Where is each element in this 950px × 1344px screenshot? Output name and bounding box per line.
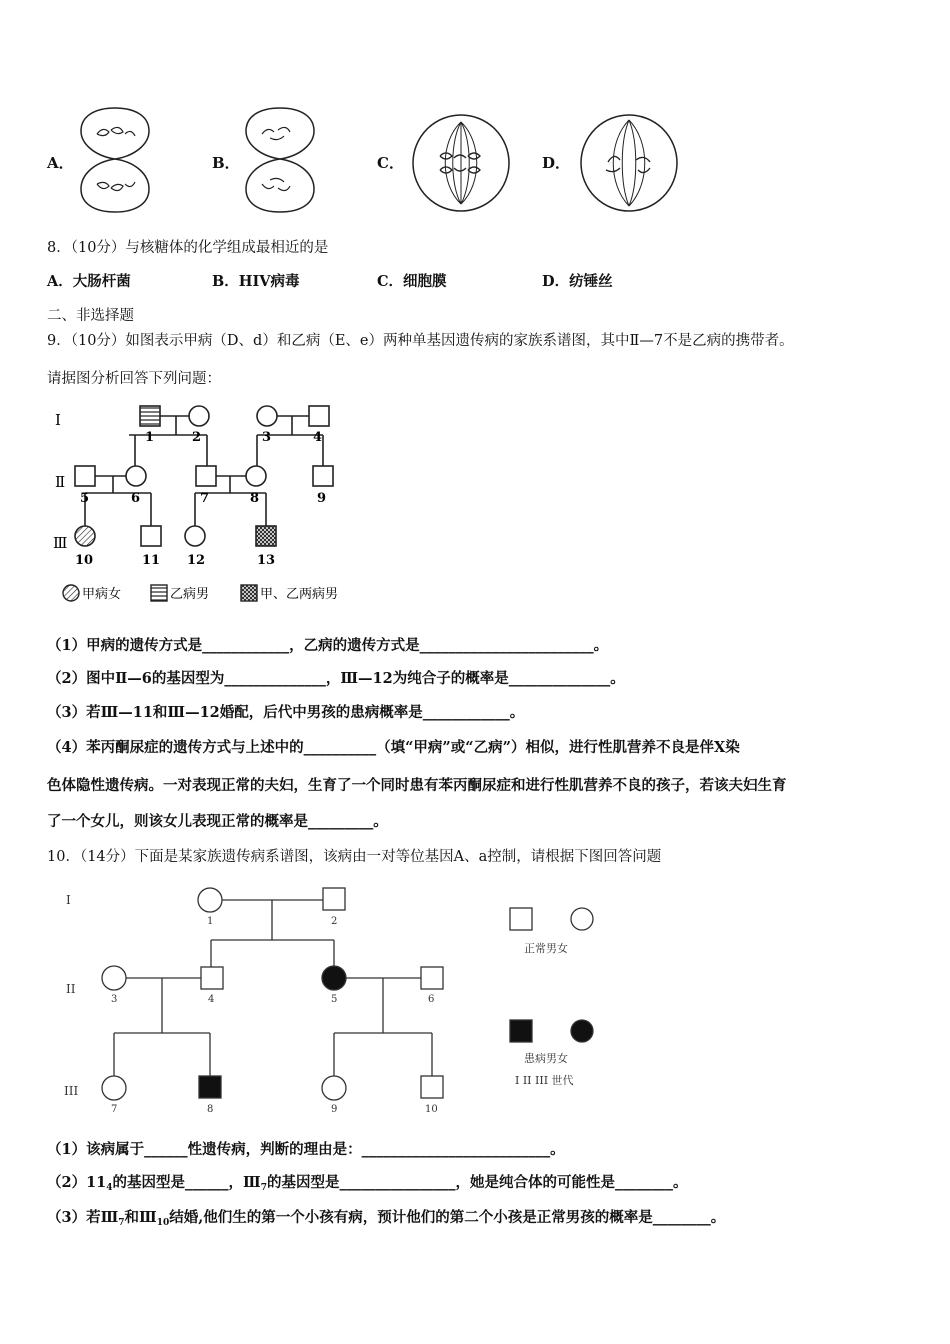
q9-sub2: （2）图中Ⅱ—6的基因型为______________，Ⅲ—12为纯合子的概率是______________。 bbox=[47, 670, 625, 687]
q10-num-3: 3 bbox=[111, 994, 118, 1005]
q9-stem-2: 请据图分析回答下列问题： bbox=[47, 371, 221, 387]
q10-legend-affected: 患病男女 bbox=[524, 1052, 568, 1065]
q9-num-9: 9 bbox=[317, 491, 327, 506]
q9-gen-3: Ⅲ bbox=[53, 534, 68, 552]
q9-individual-3 bbox=[257, 406, 277, 426]
cell-figure-b bbox=[240, 104, 320, 216]
q10-sub3-sub1: 7 bbox=[118, 1218, 125, 1228]
option-d-label: D． bbox=[542, 154, 571, 172]
q10-num-6: 6 bbox=[428, 994, 435, 1005]
q9-num-8: 8 bbox=[250, 491, 260, 506]
q9-num-3: 3 bbox=[262, 430, 272, 445]
q10-individual-2 bbox=[323, 888, 345, 910]
q9-num-13: 13 bbox=[257, 553, 276, 568]
q10-gen-3: III bbox=[64, 1084, 79, 1098]
q10-individual-6 bbox=[421, 967, 443, 989]
q10-individual-3 bbox=[102, 966, 126, 990]
q9-individual-11 bbox=[141, 526, 161, 546]
q9-stem: 9．（10分）如图表示甲病（D、d）和乙病（E、e）两种单基因遗传病的家族系谱图，其中Ⅱ—7不是乙病的携带者。 bbox=[47, 333, 794, 349]
q10-individual-5 bbox=[322, 966, 346, 990]
q8-option-c: C．细胞膜 bbox=[377, 273, 447, 290]
q10-sub3-post: 结婚,他们生的第一个小孩有病，预计他们的第二个小孩是正常男孩的概率是________。 bbox=[169, 1209, 726, 1226]
q8-option-d: D．纺锤丝 bbox=[542, 273, 613, 290]
q10-legend-normal: 正常男女 bbox=[524, 942, 568, 955]
q9-sub3: （3）若Ⅲ—11和Ⅲ—12婚配，后代中男孩的患病概率是____________。 bbox=[47, 704, 525, 721]
q9-num-10: 10 bbox=[75, 553, 94, 568]
q9-individual-10 bbox=[75, 526, 95, 546]
q9-individual-7 bbox=[196, 466, 216, 486]
q10-sub3-pre: （3）若Ⅲ bbox=[47, 1209, 119, 1226]
q9-individual-1 bbox=[140, 406, 160, 426]
q10-sub2-post: 的基因型是________________，她是纯合体的可能性是________。 bbox=[266, 1174, 688, 1191]
q10-sub2-pre: （2）11 bbox=[47, 1174, 107, 1191]
q8-stem: 8．（10分）与核糖体的化学组成最相近的是 bbox=[47, 240, 329, 256]
q9-gen-2: Ⅱ bbox=[55, 473, 66, 491]
q9-individual-12 bbox=[185, 526, 205, 546]
q10-gen-1: I bbox=[66, 893, 71, 907]
q10-individual-4 bbox=[201, 967, 223, 989]
q10-sub2 bbox=[47, 1171, 687, 1193]
q10-legend-generations: I II III 世代 bbox=[515, 1074, 574, 1087]
q10-num-10: 10 bbox=[425, 1104, 438, 1115]
q10-legend-affected-female bbox=[571, 1020, 593, 1042]
q10-sub2-mid: 的基因型是______，Ⅲ bbox=[112, 1174, 261, 1191]
q10-num-7: 7 bbox=[111, 1104, 118, 1115]
q10-gen-2: II bbox=[66, 982, 76, 996]
q8-option-a: A．大肠杆菌 bbox=[47, 273, 131, 290]
q9-num-12: 12 bbox=[187, 553, 206, 568]
q9-pedigree bbox=[47, 398, 377, 613]
q10-num-5: 5 bbox=[331, 994, 338, 1005]
cell-figure-c bbox=[410, 112, 512, 214]
cell-figure-d bbox=[578, 112, 680, 214]
q9-num-4: 4 bbox=[313, 430, 323, 445]
q9-legend-b: 乙病男 bbox=[170, 587, 210, 602]
cell-figure-a bbox=[75, 104, 155, 216]
q9-sub4c: 了一个女儿，则该女儿表现正常的概率是_________。 bbox=[47, 813, 388, 830]
q10-sub2-sub1: 4 bbox=[106, 1183, 113, 1193]
q9-num-6: 6 bbox=[131, 491, 141, 506]
q9-num-2: 2 bbox=[192, 430, 202, 445]
q9-num-5: 5 bbox=[80, 491, 90, 506]
q9-sub4b: 色体隐性遗传病。一对表现正常的夫妇，生育了一个同时患有苯丙酮尿症和进行性肌营养不良的孩子，若该夫妇生育 bbox=[47, 777, 787, 794]
q9-individual-5 bbox=[75, 466, 95, 486]
q10-legend-normal-male bbox=[510, 908, 532, 930]
q10-num-4: 4 bbox=[208, 994, 215, 1005]
q10-sub1: （1）该病属于______性遗传病，判断的理由是：__________________________。 bbox=[47, 1141, 565, 1158]
q9-gen-1: Ⅰ bbox=[55, 411, 61, 429]
q10-individual-1 bbox=[198, 888, 222, 912]
q9-sub1: （1）甲病的遗传方式是____________，乙病的遗传方式是________________________。 bbox=[47, 637, 609, 654]
q10-num-9: 9 bbox=[331, 1104, 338, 1115]
q9-individual-2 bbox=[189, 406, 209, 426]
q9-num-7: 7 bbox=[200, 491, 210, 506]
q9-individual-9 bbox=[313, 466, 333, 486]
q9-individual-8 bbox=[246, 466, 266, 486]
q10-sub2-sub2: 7 bbox=[260, 1183, 267, 1193]
q9-num-11: 11 bbox=[142, 553, 161, 568]
option-c-label: C． bbox=[377, 154, 404, 172]
q9-gen-labels bbox=[53, 411, 67, 552]
q10-individual-7 bbox=[102, 1076, 126, 1100]
section-heading: 二、非选择题 bbox=[47, 308, 134, 324]
q9-individual-13 bbox=[256, 526, 276, 546]
q10-individual-10 bbox=[421, 1076, 443, 1098]
q10-individual-8 bbox=[199, 1076, 221, 1098]
q9-legend-c: 甲、乙两病男 bbox=[260, 587, 339, 602]
q10-num-2: 2 bbox=[331, 916, 338, 927]
option-b-label: B． bbox=[212, 154, 240, 172]
q8-option-b: B．HIV病毒 bbox=[212, 273, 300, 290]
q9-individual-6 bbox=[126, 466, 146, 486]
q10-sub3-mid: 和Ⅲ bbox=[124, 1209, 157, 1226]
q10-pedigree bbox=[60, 880, 620, 1120]
q9-sub4a: （4）苯丙酮尿症的遗传方式与上述中的__________（填“甲病”或“乙病”）相似，进行性肌营养不良是伴X染 bbox=[47, 739, 740, 756]
q9-num-1: 1 bbox=[145, 430, 155, 445]
q9-legend-b-symbol bbox=[151, 585, 167, 601]
option-a-label: A． bbox=[47, 154, 74, 172]
q9-individual-4 bbox=[309, 406, 329, 426]
q10-individual-9 bbox=[322, 1076, 346, 1100]
q10-sub3 bbox=[47, 1206, 725, 1228]
q9-legend-a-symbol bbox=[63, 585, 79, 601]
q9-legend-c-symbol bbox=[241, 585, 257, 601]
q9-legend-a: 甲病女 bbox=[82, 587, 122, 602]
q10-stem: 10．（14分）下面是某家族遗传病系谱图，该病由一对等位基因A、a控制，请根据下图回答问题 bbox=[47, 849, 662, 865]
q10-legend-normal-female bbox=[571, 908, 593, 930]
q10-sub3-sub2: 10 bbox=[156, 1218, 170, 1228]
q10-legend-affected-male bbox=[510, 1020, 532, 1042]
q10-num-1: 1 bbox=[207, 916, 214, 927]
q10-num-8: 8 bbox=[207, 1104, 214, 1115]
